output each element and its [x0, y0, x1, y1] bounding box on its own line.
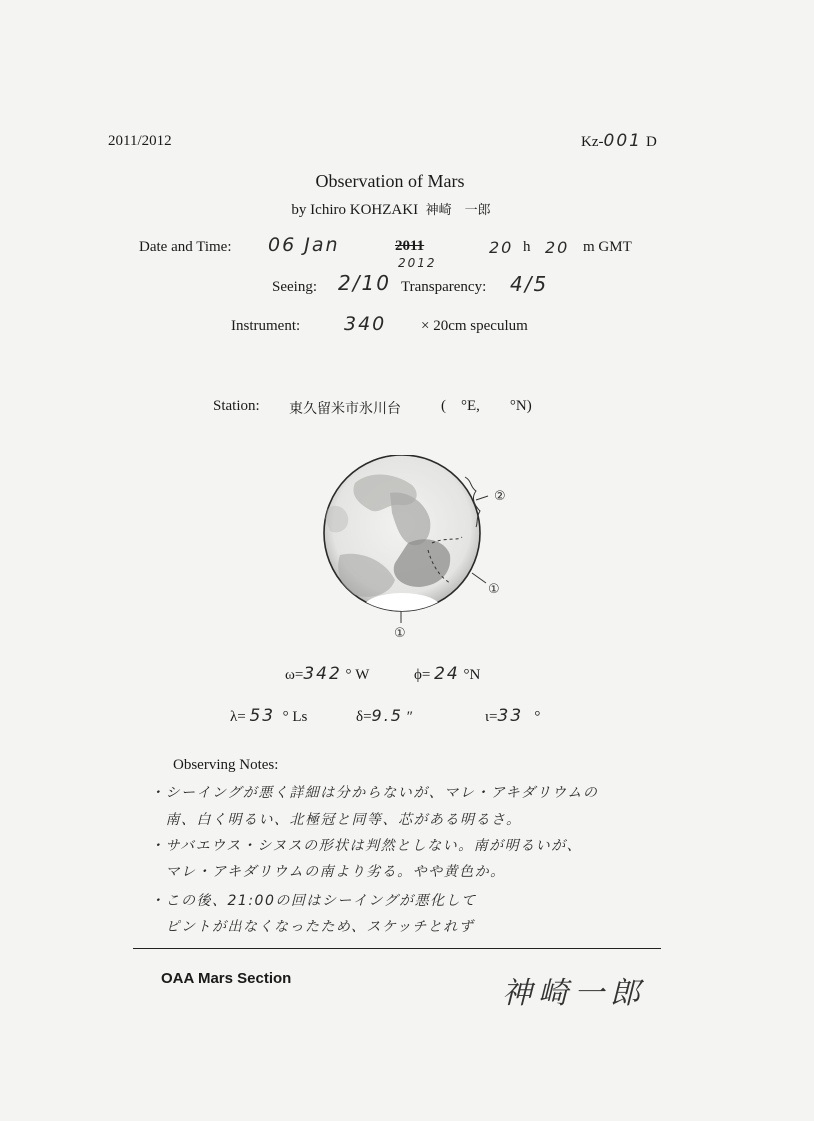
delta-label: δ= — [356, 709, 372, 725]
iota-unit: ° — [534, 709, 541, 725]
ref-number: 001 — [603, 131, 642, 151]
instrument-label: Instrument: — [231, 318, 301, 334]
ref-suffix: D — [645, 134, 657, 150]
ref-prefix: Kz- — [581, 134, 604, 150]
transparency-label: Transparency: — [401, 279, 487, 295]
omega-value: 342 — [303, 664, 342, 684]
delta-field — [356, 706, 413, 726]
lambda-unit: ° Ls — [282, 709, 308, 725]
lambda-value: 53 — [249, 706, 276, 726]
transparency-value: 4/5 — [510, 272, 549, 296]
mark-2-label: ② — [494, 489, 506, 504]
signature: 神崎一郎 — [502, 976, 646, 1011]
iota-value: 33 — [497, 706, 524, 726]
station-place: 東久留米市氷川台 — [289, 401, 401, 417]
footer-section: OAA Mars Section — [161, 970, 292, 987]
iota-field — [485, 706, 540, 726]
seeing-label: Seeing: — [272, 279, 317, 295]
notes-line: ・サバエウス・シヌスの形状は判然としない。南が明るいが、 — [150, 838, 583, 854]
station-coords: ( °E, °N) — [441, 398, 532, 414]
mars-sketch — [300, 455, 540, 655]
mark-1-bottom-label: ① — [394, 626, 406, 641]
minute-value: 20 — [545, 238, 570, 257]
hour-value: 20 — [489, 238, 514, 257]
byline-name: 神崎 一郎 — [425, 203, 491, 218]
delta-unit: ″ — [406, 709, 413, 725]
station-label: Station: — [213, 398, 260, 414]
notes-line: 南、白く明るい、北極冠と同等、芯がある明るさ。 — [150, 812, 522, 828]
omega-label: ω= — [285, 667, 304, 683]
hour-unit: h — [523, 239, 531, 255]
phi-unit: °N — [463, 667, 481, 683]
phi-field — [414, 664, 480, 684]
lambda-field — [230, 706, 307, 726]
omega-field — [285, 664, 369, 684]
page-title: Observation of Mars — [315, 171, 465, 191]
instrument-scope: × 20cm speculum — [421, 318, 528, 334]
notes-line: マレ・アキダリウムの南より劣る。やや黄色か。 — [150, 864, 506, 880]
instrument-magnification: 340 — [344, 313, 387, 335]
date-value: 06 Jan — [268, 234, 340, 256]
notes-line: ピントが出なくなったため、スケッチとれず — [150, 919, 475, 935]
delta-value: 9.5 — [371, 706, 403, 725]
phi-label: ϕ= — [414, 667, 431, 683]
minute-unit: m GMT — [583, 239, 632, 255]
omega-unit: ° W — [345, 667, 370, 683]
notes-line: ・この後、21:00の回はシーイングが悪化して — [150, 893, 477, 909]
arrow-2 — [476, 496, 488, 500]
notes-label: Observing Notes: — [173, 757, 279, 773]
arrow-1 — [472, 573, 486, 583]
reference-code — [581, 131, 657, 151]
year-printed: 2011 — [395, 238, 425, 254]
phi-value: 24 — [434, 664, 460, 684]
iota-label: ι= — [485, 709, 498, 725]
seeing-value: 2/10 — [338, 271, 391, 295]
date-time-label: Date and Time: — [139, 239, 232, 255]
footer-divider — [133, 948, 661, 949]
season-label: 2011/2012 — [108, 133, 172, 149]
notes-line: ・シーイングが悪く詳細は分からないが、マレ・アキダリウムの — [150, 785, 599, 801]
lambda-label: λ= — [230, 709, 246, 725]
mark-1-label: ① — [488, 582, 500, 597]
byline-prefix: by Ichiro KOHZAKI — [291, 202, 419, 218]
byline — [0, 199, 782, 219]
year-handwritten: 2012 — [398, 256, 437, 270]
